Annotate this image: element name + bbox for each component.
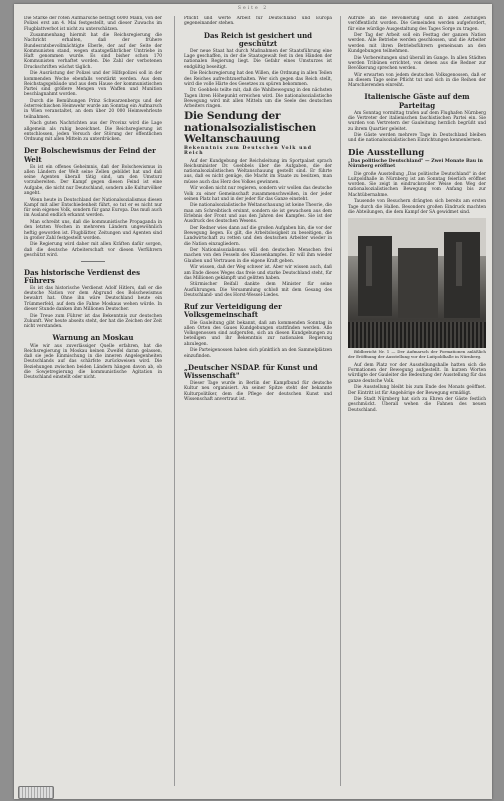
photo-banner: [366, 246, 372, 286]
article-paragraph: Durch die Bemühungen Prinz Schwarzenbergs und der österreichischen Heimwehr wurde am Sonntag ein Aufmarsch in Wien veranstaltet, an dem über 20 000 Heimwehrleute teilnahmen.: [24, 98, 162, 120]
archive-stamp: [18, 786, 58, 799]
article-paragraph: Wir erwarten von jedem deutschen Volksgenossen, daß er an diesem Tage seine Pflicht tut und sich in die Reihen der Marschierenden einreiht.: [348, 72, 486, 89]
article-paragraph: Die Parteigenossen haben sich pünktlich an den Sammelplätzen einzufinden.: [184, 348, 332, 359]
article-paragraph: Die Stadt Nürnberg hat sich zu Ehren der Gäste festlich geschmückt. Überall wehen die Fahnen des neuen Deutschland.: [348, 397, 486, 413]
article-heading: „Deutscher NSDAP. für Kunst und Wissenschaft": [184, 362, 318, 380]
article-paragraph: Der neue Staat hat durch Maßnahmen der Staatsführung eine Lage geschaffen, in der die Staatsgewalt fest in den Händen der nationalen Regierung liegt. Die Gefahr eines Umsturzes ist endgültig beseitigt.: [184, 48, 332, 70]
article-paragraph: Die Gauleitung gibt bekannt, daß am kommenden Sonntag in allen Orten des Gaues Kundgebungen stattfinden werden. Alle Volksgenossen sind aufgerufen, sich an diesen Kundgebungen zu beteiligen und ihr Bekenntnis zur nationalen Regierung abzulegen.: [184, 320, 332, 347]
article-paragraph: Die Reichsregierung hat den Willen, die Ordnung in allen Teilen des Reiches aufrechtzuerhalten. Wer sich gegen das Reich stellt, wird die volle Härte des Gesetzes zu spüren bekommen.: [184, 71, 332, 87]
newspaper-page: [14, 4, 492, 799]
main-subheadline: Bekenntnis zum Deutschen Volk und Reich: [184, 146, 312, 157]
article-paragraph: Wir wollen nicht nur regieren, sondern wir wollen das deutsche Volk zu einer Gemeinschaft zusammenschweißen, in der jeder seinen Platz hat und in der jeder für das Ganze einsteht.: [184, 186, 332, 202]
article-paragraph: Der Redner wies dann auf die großen Aufgaben hin, die vor der Bewegung liegen. Es gilt, die Arbeitslosigkeit zu beseitigen, die Landwirtschaft zu retten und den deutschen Arbeiter wieder in die Nation einzugliedern.: [184, 225, 332, 247]
article-paragraph: Der Nationalsozialismus will den deutschen Menschen frei machen von den Fesseln des Klassenkampfes. Er will ihm wieder Glauben und Vertrauen in die eigene Kraft geben.: [184, 248, 332, 264]
article-heading: Ruf zur Verteidigung der Volksgemeinschaft: [184, 302, 282, 320]
article-paragraph: Die Ausstellung bleibt bis zum Ende des Monats geöffnet. Der Eintritt ist für Angehörige der Bewegung ermäßigt.: [348, 385, 486, 396]
article-paragraph: Aufrufe an die Bevölkerung sind in allen Zeitungen veröffentlicht worden. Die Gemeinden werden aufgefordert, für eine würdige Ausgestaltung des Tages Sorge zu tragen.: [348, 16, 486, 32]
article-paragraph: Die Vorbereitungen sind überall im Gange. In allen Städten werden Tribünen errichtet, von denen aus die Redner zur Bevölkerung sprechen werden.: [348, 55, 486, 72]
news-photo: [348, 218, 486, 348]
article-paragraph: Die große Ausstellung „Das politische Deutschland" in der Luitpoldhalle in Nürnberg ist am Sonntag feierlich eröffnet worden. Sie zeigt in eindrucksvoller Weise den Weg der nationalsozialistischen Bewegung vom Anfang bis zur Machtübernahme.: [348, 171, 486, 198]
article-heading: Die Ausstellung: [348, 147, 425, 158]
article-paragraph: Die Stärke der roten Aufmärsche beträgt 6000 Mann, von der Polizei erst am 4. Mai festgestellt, und dieser Zuwachs im Flugblattverbot ist nicht zu unterschätzen.: [24, 16, 162, 32]
photo-caption: Bildbericht Nr. 1 — Der Aufmarsch der Formationen anläßlich der Eröffnung der Ausstellung vor der Luitpoldhalle in Nürnberg.: [348, 349, 486, 360]
article-paragraph: Wie wir aus zuverlässiger Quelle erfahren, hat die Reichsregierung in Moskau keinen Zweifel daran gelassen, daß sie jede Einmischung in die inneren Angelegenheiten Deutschlands auf das schärfste zurückweisen wird. Die Beziehungen zwischen beiden Ländern hängen davon ab, ob die Sowjetregierung die kommunistische Agitation in Deutschland einstellt oder nicht.: [24, 343, 162, 381]
article-paragraph: Es ist das historische Verdienst Adolf Hitlers, daß er die deutsche Nation vor dem Abgrund des Bolschewismus bewahrt hat. Ohne ihn wäre Deutschland heute ein Trümmerfeld, auf dem die Fahne Moskaus wehen würde. In dieser Stunde danken ihm Millionen Deutscher.: [24, 285, 162, 312]
article-heading: Warnung an Moskau: [52, 333, 134, 343]
article-paragraph: Pflicht und werte Arbeit für Deutschland und Europa gegeneinander stehen.: [184, 16, 332, 27]
article-paragraph: Wir wissen, daß der Weg schwer ist. Aber wir wissen auch, daß am Ende dieses Weges das freie und starke Deutschland steht, für das Millionen gekämpft und gelitten haben.: [184, 265, 332, 281]
article-heading: Das Reich ist gesichert und geschützt: [203, 30, 313, 48]
section-divider: [24, 260, 162, 264]
page-folio: Seite 2: [237, 6, 269, 11]
photo-building: [398, 248, 438, 318]
article-paragraph: Die Regierung wird daher mit allen Kräften dafür sorgen, daß die deutsche Arbeiterschaft vor diesen Verführern geschützt wird.: [24, 242, 162, 258]
article-paragraph: Es ist ein offenes Geheimnis, daß der Bolschewismus in allen Ländern der Welt seine Zellen gebildet hat und daß seine Agenten überall tätig sind, um den Umsturz vorzubereiten. Der Kampf gegen diesen Feind ist eine Aufgabe, die nicht nur Deutschland, sondern alle Kulturvölker angeht.: [24, 164, 162, 196]
article-paragraph: Dieser Tage wurde in Berlin der Kampfbund für deutsche Kultur neu organisiert. An seiner Spitze steht der bekannte Kulturpolitiker, dem die Pflege der deutschen Kunst und Wissenschaft anvertraut ist.: [184, 381, 332, 402]
photo-banner: [456, 242, 462, 286]
archive-stamp-icon: [18, 786, 54, 799]
article-paragraph: Die Treue zum Führer ist das Bekenntnis zur deutschen Zukunft. Wer heute abseits steht, der hat die Zeichen der Zeit nicht verstanden.: [24, 313, 162, 330]
photo-crowd: [348, 322, 486, 348]
article-paragraph: Stürmischer Beifall dankte dem Minister für seine Ausführungen. Die Versammlung schloß mit dem Gesang des Deutschland- und des Horst-Wessel-Liedes.: [184, 282, 332, 298]
article-paragraph: Tausende von Besuchern drängten sich bereits am ersten Tage durch die Hallen. Besonders großen Eindruck machten die Abteilungen, die dem Kampf der SA gewidmet sind.: [348, 199, 486, 215]
article-heading: Der Bolschewismus der Feind der Welt: [24, 146, 156, 164]
photo-building: [444, 232, 480, 318]
article-paragraph: Zusammenhang hiermit hat die Reichsregierung die Nachricht erhalten, daß der frühere Bundesratsbevollmächtigte Eberle, der auf der Seite der Kommunisten stand, wegen staatsgefährlicher Umtriebe in Haft genommen wurde. Es sind bisher schon 170 Kommunisten verhaftet worden. Die Zahl der verbotenen Druckschriften wächst täglich.: [24, 33, 162, 70]
article-paragraph: Am Sonntag vormittag trafen auf dem Flughafen Nürnberg die Vertreter der italienischen faschistischen Partei ein. Sie wurden von Vertretern der Gauleitung herzlich begrüßt und zu ihrem Quartier geleitet.: [348, 110, 486, 132]
article-heading: Das historische Verdienst des Führers: [24, 267, 141, 285]
article-subheading: „Das politische Deutschland" — Zwei Monate Bau in Nürnberg eröffnet: [348, 159, 483, 170]
article-paragraph: Wenn heute in Deutschland der Nationalsozialismus diesen Kampf mit aller Entschiedenheit führt, so tut er es nicht nur für sein eigenes Volk, sondern für ganz Europa. Das muß auch im Ausland endlich erkannt werden.: [24, 197, 162, 219]
article-paragraph: Dr. Goebbels teilte mit, daß die Wahlbewegung in den nächsten Tagen ihren Höhepunkt erreichen wird. Die nationalsozialistische Bewegung wird mit allen Mitteln um die Seele des deutschen Arbeiters ringen.: [184, 88, 332, 110]
photo-building: [358, 236, 392, 316]
article-paragraph: Man schreibt uns, daß die kommunistische Propaganda in den letzten Wochen in mehreren Ländern ungewöhnlich heftig geworden ist. Flugblätter, Zeitungen und Agenten sind in großer Zahl festgestellt worden.: [24, 220, 162, 241]
column-middle: [184, 16, 332, 786]
column-left: [24, 16, 162, 786]
article-paragraph: Die Gäste werden mehrere Tage in Deutschland bleiben und die nationalsozialistischen Einrichtungen kennenlernen.: [348, 133, 486, 144]
article-paragraph: Die nationalsozialistische Weltanschauung ist keine Theorie, die man am Schreibtisch ersinnt, sondern sie ist gewachsen aus dem Erlebnis der Front und aus den Jahren des Kampfes. Sie ist der Ausdruck des deutschen Wesens.: [184, 203, 332, 225]
article-heading: Italienische Gäste auf dem Parteitag: [364, 92, 470, 110]
article-paragraph: Auf dem Platz vor der Ausstellungshalle hatten sich die Formationen der Bewegung aufgestellt. In kurzen Worten würdigte der Gauleiter die Bedeutung der Ausstellung für das ganze deutsche Volk.: [348, 362, 486, 384]
column-right: [348, 16, 486, 786]
article-paragraph: Die Ausrüstung der Polizei und der Hilfspolizei soll in der kommenden Woche ebenfalls verstärkt werden. Aus dem Reichstagsgebäude und aus dem Hause der kommunistischen Partei sind größere Mengen von Waffen und Munition beschlagnahmt worden.: [24, 71, 162, 98]
article-paragraph: Auf der Kundgebung der Reichsleitung im Sportpalast sprach Reichsminister Dr. Goebbels über die Aufgaben, die der nationalsozialistischen Weltanschauung gestellt sind. Er führte aus, daß es nicht genüge, die Macht im Staate zu besitzen, man müsse auch das Herz des Volkes gewinnen.: [184, 158, 332, 185]
article-paragraph: Nach guten Nachrichten aus der Provinz wird die Lage allgemein als ruhig bezeichnet. Die Reichsregierung ist entschlossen, jeden Versuch der Störung der öffentlichen Ordnung mit allen Mitteln zu unterdrücken.: [24, 121, 162, 143]
main-headline: Die Sendung der nationalsozialistischen Weltanschauung: [184, 110, 316, 145]
column-rule: [340, 16, 341, 786]
article-paragraph: Der Tag der Arbeit soll ein Festtag der ganzen Nation werden. Alle Betriebe werden geschlossen, und die Arbeiter werden mit ihren Betriebsführern gemeinsam an den Kundgebungen teilnehmen.: [348, 33, 486, 54]
column-rule: [174, 16, 175, 786]
